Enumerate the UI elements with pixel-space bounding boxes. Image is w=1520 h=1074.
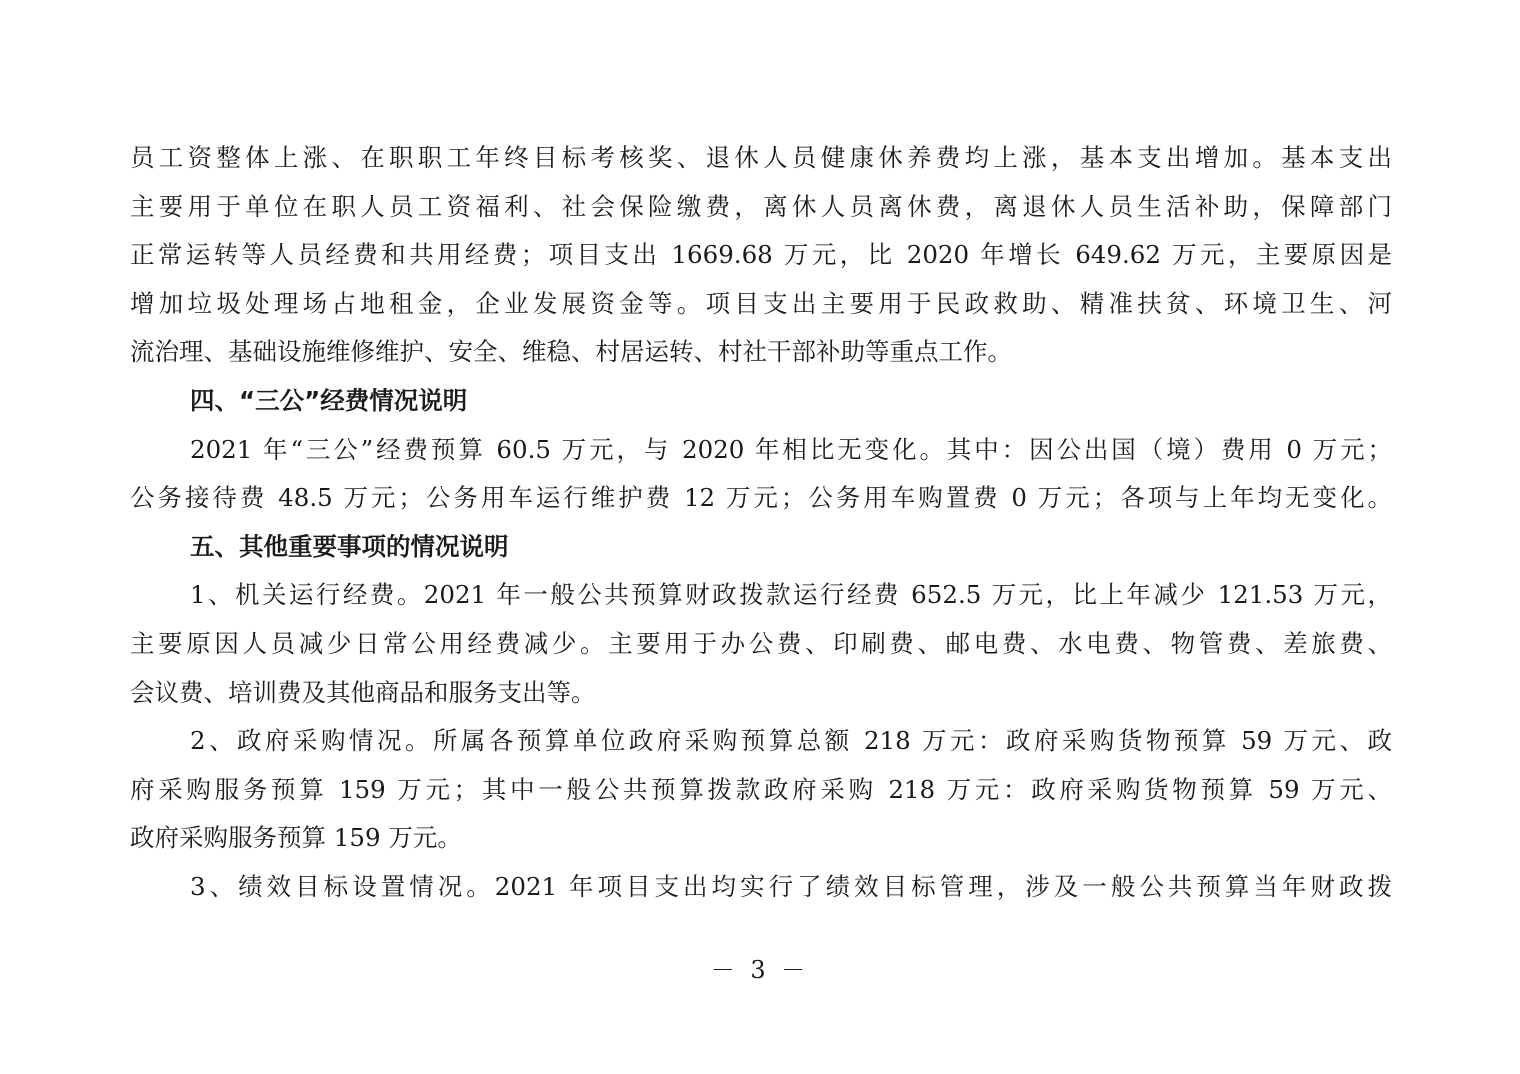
paragraph-line: 2021 年“三公”经费预算 60.5 万元，与 2020 年相比无变化。其中：因公出国（境）费用 0 万元； [190, 434, 1392, 464]
paragraph-line: 增加垃圾处理场占地租金，企业发展资金等。项目支出主要用于民政救助、精准扶贫、环境卫生、河 [130, 288, 1392, 318]
paragraph-line: 主要用于单位在职人员工资福利、社会保险缴费，离休人员离休费，离退休人员生活补助，保障部门 [130, 191, 1392, 221]
paragraph-line: 公务接待费 48.5 万元；公务用车运行维护费 12 万元；公务用车购置费 0 万元；各项与上年均无变化。 [130, 483, 1392, 513]
paragraph-line: 府采购服务预算 159 万元；其中一般公共预算拨款政府采购 218 万元：政府采购货物预算 59 万元、 [130, 774, 1392, 804]
page-number: － 3 － [710, 956, 810, 984]
paragraph-line: 会议费、培训费及其他商品和服务支出等。 [130, 677, 596, 707]
section-heading: 五、其他重要事项的情况说明 [190, 531, 509, 561]
paragraph-line: 正常运转等人员经费和共用经费；项目支出 1669.68 万元，比 2020 年增长 649.62 万元，主要原因是 [130, 240, 1392, 270]
document-body [130, 134, 1392, 912]
paragraph-line: 政府采购服务预算 159 万元。 [130, 823, 462, 853]
paragraph-line: 3、绩效目标设置情况。2021 年项目支出均实行了绩效目标管理，涉及一般公共预算当年财政拨 [190, 871, 1392, 901]
paragraph-line: 1、机关运行经费。2021 年一般公共预算财政拨款运行经费 652.5 万元，比上年减少 121.53 万元， [190, 580, 1392, 610]
section-heading: 四、“三公”经费情况说明 [190, 385, 468, 415]
paragraph-line: 流治理、基础设施维修维护、安全、维稳、村居运转、村社干部补助等重点工作。 [130, 337, 1012, 367]
paragraph-line: 员工资整体上涨、在职职工年终目标考核奖、退休人员健康休养费均上涨，基本支出增加。基本支出 [130, 143, 1392, 172]
paragraph-line: 主要原因人员减少日常公用经费减少。主要用于办公费、印刷费、邮电费、水电费、物管费、差旅费、 [130, 628, 1392, 658]
paragraph-line: 2、政府采购情况。所属各预算单位政府采购预算总额 218 万元：政府采购货物预算 59 万元、政 [190, 726, 1392, 756]
